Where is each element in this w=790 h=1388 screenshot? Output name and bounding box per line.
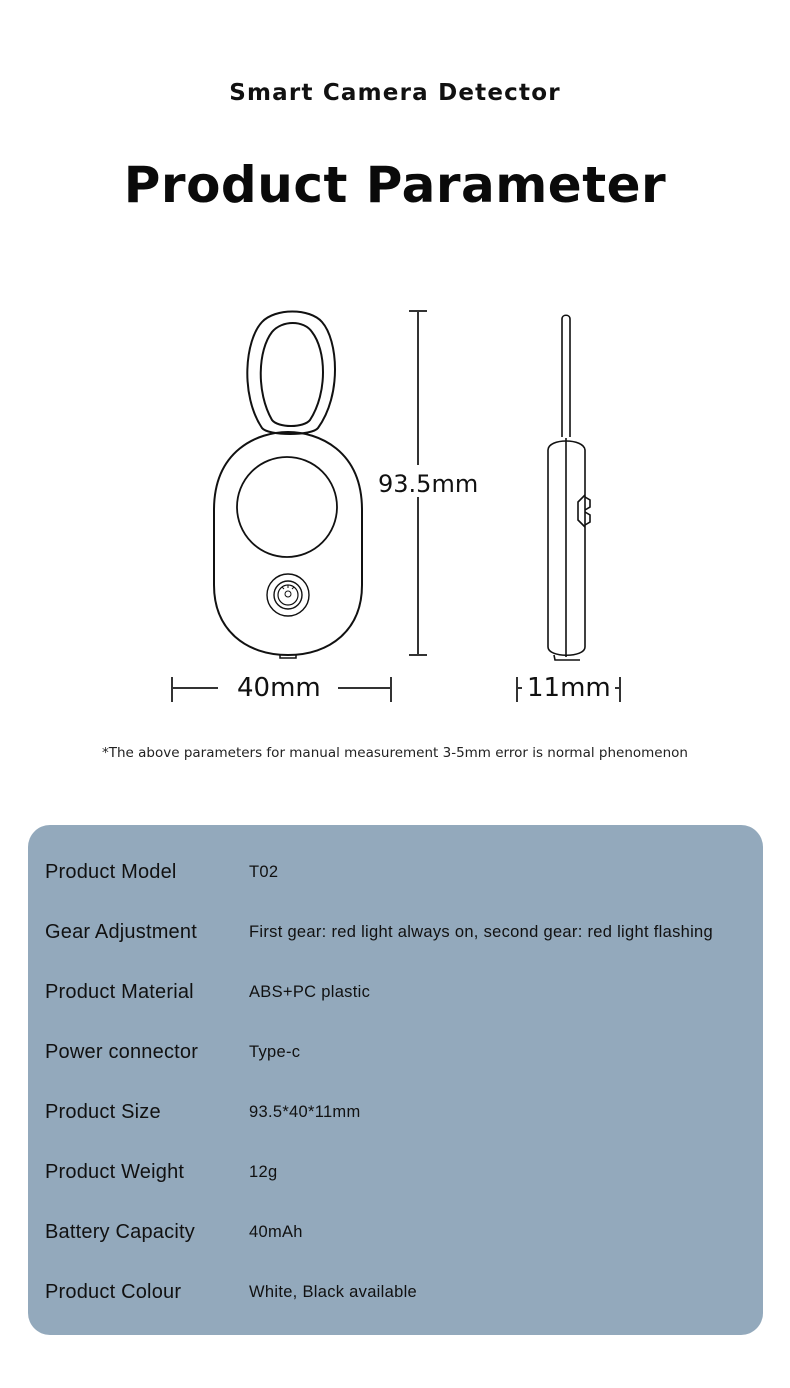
page-title: Product Parameter xyxy=(123,156,667,214)
height-dimension-label: 93.5mm xyxy=(378,470,479,498)
param-label: Product Model xyxy=(45,861,177,883)
param-label: Product Size xyxy=(45,1101,161,1123)
param-row-colour xyxy=(28,1272,763,1312)
param-label: Gear Adjustment xyxy=(45,921,197,943)
page-subtitle: Smart Camera Detector xyxy=(229,80,561,106)
param-row-weight xyxy=(28,1152,763,1192)
param-label: Product Weight xyxy=(45,1161,185,1183)
param-value: White, Black available xyxy=(249,1283,418,1301)
param-row-power xyxy=(28,1032,763,1072)
parameter-table xyxy=(28,825,763,1335)
param-row-size xyxy=(28,1092,763,1132)
param-value: First gear: red light always on, second gear: red light flashing xyxy=(249,923,714,941)
dimension-diagram xyxy=(0,300,790,720)
param-label: Power connector xyxy=(45,1041,199,1063)
measurement-note: *The above parameters for manual measurement 3-5mm error is normal phenomenon xyxy=(102,745,688,761)
param-value: 93.5*40*11mm xyxy=(249,1103,361,1121)
param-row-model xyxy=(28,852,763,892)
param-row-battery xyxy=(28,1212,763,1252)
depth-dimension-label: 11mm xyxy=(527,673,611,703)
param-row-gear xyxy=(28,912,763,952)
param-label: Product Material xyxy=(45,981,194,1003)
param-value: 12g xyxy=(249,1163,278,1181)
loop-inner xyxy=(261,323,323,426)
param-value: Type-c xyxy=(249,1043,301,1061)
param-row-material xyxy=(28,972,763,1012)
param-value: ABS+PC plastic xyxy=(249,983,371,1001)
param-label: Product Colour xyxy=(45,1281,182,1303)
device-body xyxy=(214,432,362,655)
param-value: T02 xyxy=(249,863,279,881)
product-line-drawing xyxy=(0,300,790,720)
width-dimension-label: 40mm xyxy=(237,673,321,703)
param-label: Battery Capacity xyxy=(45,1221,195,1243)
param-value: 40mAh xyxy=(249,1223,303,1241)
side-loop xyxy=(562,315,570,437)
